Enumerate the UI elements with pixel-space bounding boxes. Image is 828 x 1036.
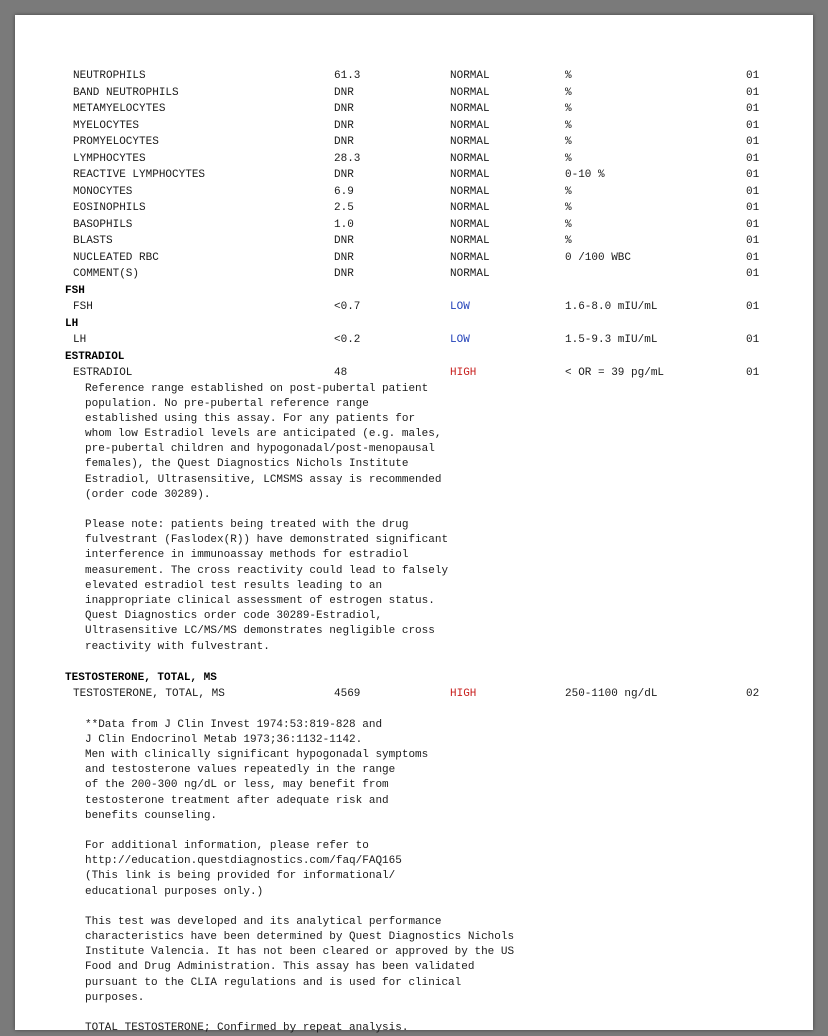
test-lab: 01: [746, 251, 760, 264]
test-name: PROMYELOCYTES: [73, 136, 159, 148]
note-line: measurement. The cross reactivity could lead to falsely: [85, 564, 449, 577]
test-reference: 0-10 %: [565, 169, 605, 181]
test-value: 4569: [334, 688, 361, 701]
test-name: EOSINOPHILS: [73, 202, 146, 214]
result-row-testosterone: [15, 686, 813, 703]
test-reference: %: [565, 103, 572, 115]
section-header-testosterone: [15, 670, 813, 687]
test-name: COMMENT(S): [73, 268, 140, 280]
test-lab: 01: [746, 86, 760, 99]
test-flag: HIGH: [450, 367, 477, 379]
test-name: TESTOSTERONE, TOTAL, MS: [73, 688, 225, 701]
note-line: and testosterone values repeatedly in the range: [85, 764, 396, 777]
note-line: purposes.: [85, 991, 145, 1004]
result-row: [15, 250, 813, 267]
test-reference: %: [565, 218, 572, 231]
test-flag: NORMAL: [450, 218, 490, 231]
testosterone-note-data-source: [85, 718, 813, 824]
note-line: Quest Diagnostics order code 30289-Estradiol,: [85, 610, 383, 623]
note-line: (order code 30289).: [85, 488, 211, 501]
test-reference: 1.6-8.0 mIU/mL: [565, 301, 658, 313]
note-line: testosterone treatment after adequate risk and: [85, 794, 389, 807]
test-lab: 01: [746, 185, 760, 198]
test-value: DNR: [334, 86, 354, 99]
section-header-label: LH: [65, 317, 79, 330]
test-flag: NORMAL: [450, 169, 490, 181]
note-line: educational purposes only.): [85, 885, 264, 898]
result-row: [15, 68, 813, 85]
test-lab: 02: [746, 688, 760, 701]
result-row: [15, 151, 813, 168]
note-line: Institute Valencia. It has not been cleared or approved by the US: [85, 946, 515, 959]
test-value: <0.2: [334, 334, 361, 346]
result-row: [15, 200, 813, 217]
test-value: DNR: [334, 103, 354, 115]
note-line: characteristics have been determined by Quest Diagnostics Nichols: [85, 930, 515, 943]
note-line: http://education.questdiagnostics.com/faq/FAQ165: [85, 855, 402, 868]
test-lab: 01: [746, 103, 760, 115]
test-value: DNR: [334, 268, 354, 280]
section-header-fsh: [15, 283, 813, 300]
test-name: ESTRADIOL: [73, 367, 133, 379]
test-lab: 01: [746, 301, 760, 313]
test-value: 48: [334, 367, 348, 379]
note-line: Please note: patients being treated with the drug: [85, 519, 409, 531]
test-lab: 01: [746, 268, 760, 280]
test-value: 6.9: [334, 185, 354, 198]
test-lab: 01: [746, 70, 760, 82]
result-row: [15, 85, 813, 102]
note-line: reactivity with fulvestrant.: [85, 640, 270, 653]
note-line: Reference range established on post-pubertal patient: [85, 382, 429, 395]
testosterone-note-confirmation: [85, 1021, 813, 1036]
result-row: [15, 167, 813, 184]
test-lab: 01: [746, 367, 760, 379]
result-row: [15, 118, 813, 135]
test-reference: 250-1100 ng/dL: [565, 688, 658, 701]
note-line: elevated estradiol test results leading to an: [85, 579, 383, 592]
test-reference: %: [565, 119, 572, 132]
note-line: pursuant to the CLIA regulations and is used for clinical: [85, 976, 462, 989]
note-line: Food and Drug Administration. This assay has been validated: [85, 961, 475, 974]
note-line: interference in immunoassay methods for estradiol: [85, 549, 409, 562]
test-name: LH: [73, 334, 87, 346]
test-flag: NORMAL: [450, 136, 490, 148]
report-page: [15, 15, 813, 1034]
note-line: whom low Estradiol levels are anticipated (e.g. males,: [85, 428, 442, 441]
test-value: 1.0: [334, 218, 354, 231]
test-reference: %: [565, 202, 572, 214]
note-line: J Clin Endocrinol Metab 1973;36:1132-1142.: [85, 733, 363, 746]
test-flag: NORMAL: [450, 86, 490, 99]
note-line: benefits counseling.: [85, 809, 218, 822]
note-line: (This link is being provided for informational/: [85, 870, 396, 883]
test-value: DNR: [334, 251, 354, 264]
note-line: Estradiol, Ultrasensitive, LCMSMS assay is recommended: [85, 473, 442, 486]
result-row: [15, 233, 813, 250]
cbc-differential-rows: [15, 68, 813, 283]
test-reference: %: [565, 136, 572, 148]
note-line: Men with clinically significant hypogonadal symptoms: [85, 749, 429, 762]
test-reference: %: [565, 152, 572, 165]
test-flag: NORMAL: [450, 268, 490, 280]
test-value: 2.5: [334, 202, 354, 214]
note-line: pre-pubertal children and hypogonadal/post-menopausal: [85, 443, 435, 456]
test-reference: 1.5-9.3 mIU/mL: [565, 334, 658, 346]
test-name: NUCLEATED RBC: [73, 251, 159, 264]
result-row-lh: [15, 332, 813, 349]
note-line: fulvestrant (Faslodex(R)) have demonstrated significant: [85, 534, 449, 547]
testosterone-note-additional-info: [85, 839, 813, 900]
test-name: FSH: [73, 301, 93, 313]
note-line: of the 200-300 ng/dL or less, may benefit from: [85, 779, 389, 792]
note-line: This test was developed and its analytical performance: [85, 915, 442, 928]
test-value: 28.3: [334, 152, 361, 165]
test-lab: 01: [746, 218, 760, 231]
test-flag: NORMAL: [450, 103, 490, 115]
test-reference: %: [565, 86, 572, 99]
test-value: 61.3: [334, 70, 361, 82]
lab-results: [15, 68, 813, 1036]
test-name: METAMYELOCYTES: [73, 103, 166, 115]
test-lab: 01: [746, 119, 760, 132]
test-flag: NORMAL: [450, 251, 490, 264]
testosterone-note-assay-disclaimer: [85, 915, 813, 1006]
estradiol-note-fulvestrant: [85, 518, 813, 655]
result-row: [15, 134, 813, 151]
result-row-estradiol: [15, 365, 813, 382]
estradiol-note-reference-range: [85, 382, 813, 504]
test-value: DNR: [334, 235, 354, 247]
test-lab: 01: [746, 202, 760, 214]
test-flag: NORMAL: [450, 235, 490, 247]
test-value: DNR: [334, 169, 354, 181]
test-value: <0.7: [334, 301, 361, 313]
test-flag: NORMAL: [450, 202, 490, 214]
test-flag: HIGH: [450, 688, 477, 701]
section-header-label: TESTOSTERONE, TOTAL, MS: [65, 671, 217, 684]
test-reference: 0 /100 WBC: [565, 251, 632, 264]
test-lab: 01: [746, 334, 760, 346]
test-name: MYELOCYTES: [73, 119, 140, 132]
test-name: NEUTROPHILS: [73, 70, 146, 82]
test-lab: 01: [746, 235, 760, 247]
test-lab: 01: [746, 169, 760, 181]
test-flag: NORMAL: [450, 119, 490, 132]
test-flag: NORMAL: [450, 185, 490, 198]
section-header-label: FSH: [65, 284, 85, 297]
section-header-lh: [15, 316, 813, 333]
result-row: [15, 266, 813, 283]
test-name: LYMPHOCYTES: [73, 152, 146, 165]
test-reference: %: [565, 185, 572, 198]
test-name: BAND NEUTROPHILS: [73, 86, 179, 99]
test-lab: 01: [746, 136, 760, 148]
note-line: Ultrasensitive LC/MS/MS demonstrates negligible cross: [85, 625, 435, 638]
note-line: TOTAL TESTOSTERONE; Confirmed by repeat analysis.: [85, 1021, 409, 1034]
result-row: [15, 184, 813, 201]
test-value: DNR: [334, 119, 354, 132]
test-reference: < OR = 39 pg/mL: [565, 367, 665, 379]
test-lab: 01: [746, 152, 760, 165]
note-line: inappropriate clinical assessment of estrogen status.: [85, 594, 435, 607]
result-row-fsh: [15, 299, 813, 316]
result-row: [15, 217, 813, 234]
test-name: REACTIVE LYMPHOCYTES: [73, 169, 206, 181]
test-name: BASOPHILS: [73, 218, 133, 231]
test-name: BLASTS: [73, 235, 113, 247]
note-line: established using this assay. For any patients for: [85, 412, 416, 425]
test-flag: NORMAL: [450, 70, 490, 82]
test-flag: LOW: [450, 301, 470, 313]
result-row: [15, 101, 813, 118]
test-flag: LOW: [450, 334, 470, 346]
test-reference: %: [565, 235, 572, 247]
test-reference: %: [565, 70, 572, 82]
note-line: For additional information, please refer to: [85, 840, 369, 852]
section-header-label: ESTRADIOL: [65, 350, 125, 363]
test-flag: NORMAL: [450, 152, 490, 165]
section-header-estradiol: [15, 349, 813, 366]
note-line: **Data from J Clin Invest 1974:53:819-828 and: [85, 718, 383, 731]
test-name: MONOCYTES: [73, 185, 133, 198]
note-line: females), the Quest Diagnostics Nichols Institute: [85, 458, 409, 471]
note-line: population. No pre-pubertal reference range: [85, 397, 369, 410]
test-value: DNR: [334, 136, 354, 148]
